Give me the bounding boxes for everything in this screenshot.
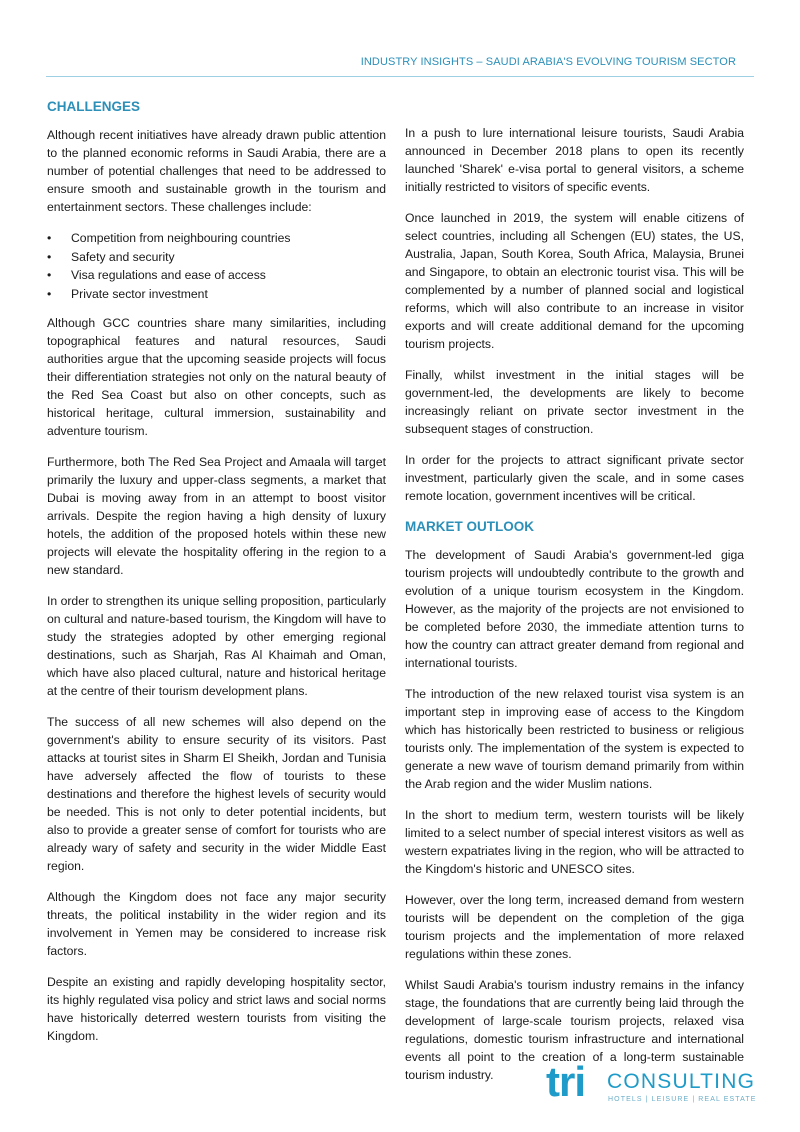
bullet-icon: •	[47, 249, 52, 264]
body-paragraph: In a push to lure international leisure tourists, Saudi Arabia announced in December 2018 plans to open its recently launched 'Sharek' e-visa portal to general visitors, a scheme initially restricted to visitors of specific events.	[405, 126, 744, 194]
body-paragraph: In order to strengthen its unique selling proposition, particularly on cultural and nature-based tourism, the Kingdom will have to study the strategies adopted by other emerging regional destinations, such as Sharjah, Ras Al Khaimah and Oman, which have also placed cultural, nature and historical heritage at the centre of their tourism development plans.	[47, 594, 386, 698]
bullet-icon: •	[47, 231, 52, 245]
challenges-list	[47, 229, 386, 303]
body-paragraph: Furthermore, both The Red Sea Project and Amaala will target primarily the luxury and upper-class segments, a market that Dubai is moving away from in an attempt to boost visitor arrivals. Despite the region having a high density of luxury hotels, the addition of the proposed hotels within these new projects will elevate the hospitality offering in the region to a new standard.	[47, 455, 386, 577]
body-paragraph: In order for the projects to attract significant private sector investment, particularly given the scale, and in some cases remote location, government incentives will be critical.	[405, 453, 744, 503]
body-paragraph: Whilst Saudi Arabia's tourism industry remains in the infancy stage, the foundations that are currently being laid through the development of large-scale tourism projects, relaxed visa regulations, domestic tourism infrastructure and international events all point to the creation of a long-term sustainable tourism industry.	[405, 978, 744, 1082]
bullet-icon: •	[47, 268, 52, 282]
body-paragraph: Although the Kingdom does not face any major security threats, the political instability in the wider region and its involvement in Yemen may be considered to increase risk factors.	[47, 890, 386, 958]
bullet-icon: •	[47, 286, 52, 301]
body-paragraph: Once launched in 2019, the system will enable citizens of select countries, including all Schengen (EU) states, the US, Australia, Japan, South Korea, South Africa, Malaysia, Brunei and Singapore, to obtain an electronic tourist visa. This will be complemented by a number of planned social and logistical reforms, which will also contribute to an increase in visitor exports and will create additional demand for the upcoming tourism projects.	[405, 211, 744, 351]
list-item	[47, 248, 386, 267]
logo-name: CONSULTING	[607, 1070, 756, 1093]
logo-mark: tri	[546, 1058, 585, 1105]
body-paragraph: However, over the long term, increased demand from western tourists will be dependent on the completion of the giga tourism projects and the implementation of more relaxed regulations within these zones.	[405, 893, 744, 961]
body-paragraph: Finally, whilst investment in the initial stages will be government-led, the developments are likely to become increasingly reliant on private sector investment in the subsequent stages of construction.	[405, 368, 744, 436]
running-header: INDUSTRY INSIGHTS – SAUDI ARABIA'S EVOLVING TOURISM SECTOR	[360, 56, 736, 68]
body-paragraph: The development of Saudi Arabia's government-led giga tourism projects will undoubtedly contribute to the growth and evolution of a unique tourism ecosystem in the Kingdom. However, as the majority of the projects are not envisioned to be completed before 2030, the immediate attention turns to how the country can attract greater demand from regional and international tourists.	[405, 548, 744, 670]
body-paragraph: The success of all new schemes will also depend on the government's ability to ensure security of its visitors. Past attacks at tourist sites in Sharm El Sheikh, Jordan and Tunisia have adversely affected the flow of tourists to these destinations and therefore the highest levels of security would be needed. This is not only to deter potential incidents, but also to provide a greater sense of comfort for tourists who are already wary of safety and security in the wider Middle East region.	[47, 715, 386, 873]
list-item-text: Visa regulations and ease of access	[71, 268, 266, 282]
list-item-text: Competition from neighbouring countries	[71, 231, 291, 245]
list-item	[47, 285, 386, 304]
right-column	[405, 124, 744, 1097]
body-paragraph: Despite an existing and rapidly developing hospitality sector, its highly regulated visa policy and strict laws and social norms have historically deterred western tourists from visiting the Kingdom.	[47, 975, 386, 1043]
list-item	[47, 266, 386, 285]
list-item	[47, 229, 386, 248]
challenges-intro: Although recent initiatives have already drawn public attention to the planned economic reforms in Saudi Arabia, there are a number of potential challenges that need to be addressed to ensure smooth and sustainable growth in the tourism and entertainment sectors. These challenges include:	[47, 128, 386, 214]
section-heading-market-outlook: MARKET OUTLOOK	[405, 519, 534, 534]
list-item-text: Private sector investment	[71, 286, 208, 301]
body-paragraph: Although GCC countries share many similarities, including topographical features and natural resources, Saudi authorities argue that the upcoming seaside projects will focus their differentiation strategies not only on the natural beauty of the Red Sea Coast but also on other concepts, such as historical heritage, cultural immersion, sustainability and adventure tourism.	[47, 316, 386, 438]
tri-consulting-logo	[546, 1058, 757, 1106]
left-column	[47, 98, 386, 1058]
body-paragraph: In the short to medium term, western tourists will be likely limited to a select number of special interest visitors as well as western expatriates living in the region, who will be attracted to the Kingdom's historic and UNESCO sites.	[405, 808, 744, 876]
body-paragraph: The introduction of the new relaxed tourist visa system is an important step in improving ease of access to the Kingdom which has historically been restricted to business or religious tourists only. The implementation of the system is expected to generate a new wave of tourism demand primarily from within the Arab region and the wider Muslim nations.	[405, 687, 744, 791]
section-heading-challenges: CHALLENGES	[47, 99, 141, 114]
list-item-text: Safety and security	[71, 249, 175, 264]
logo-tagline: HOTELS | LEISURE | REAL ESTATE	[608, 1096, 757, 1103]
header-divider	[46, 76, 754, 77]
